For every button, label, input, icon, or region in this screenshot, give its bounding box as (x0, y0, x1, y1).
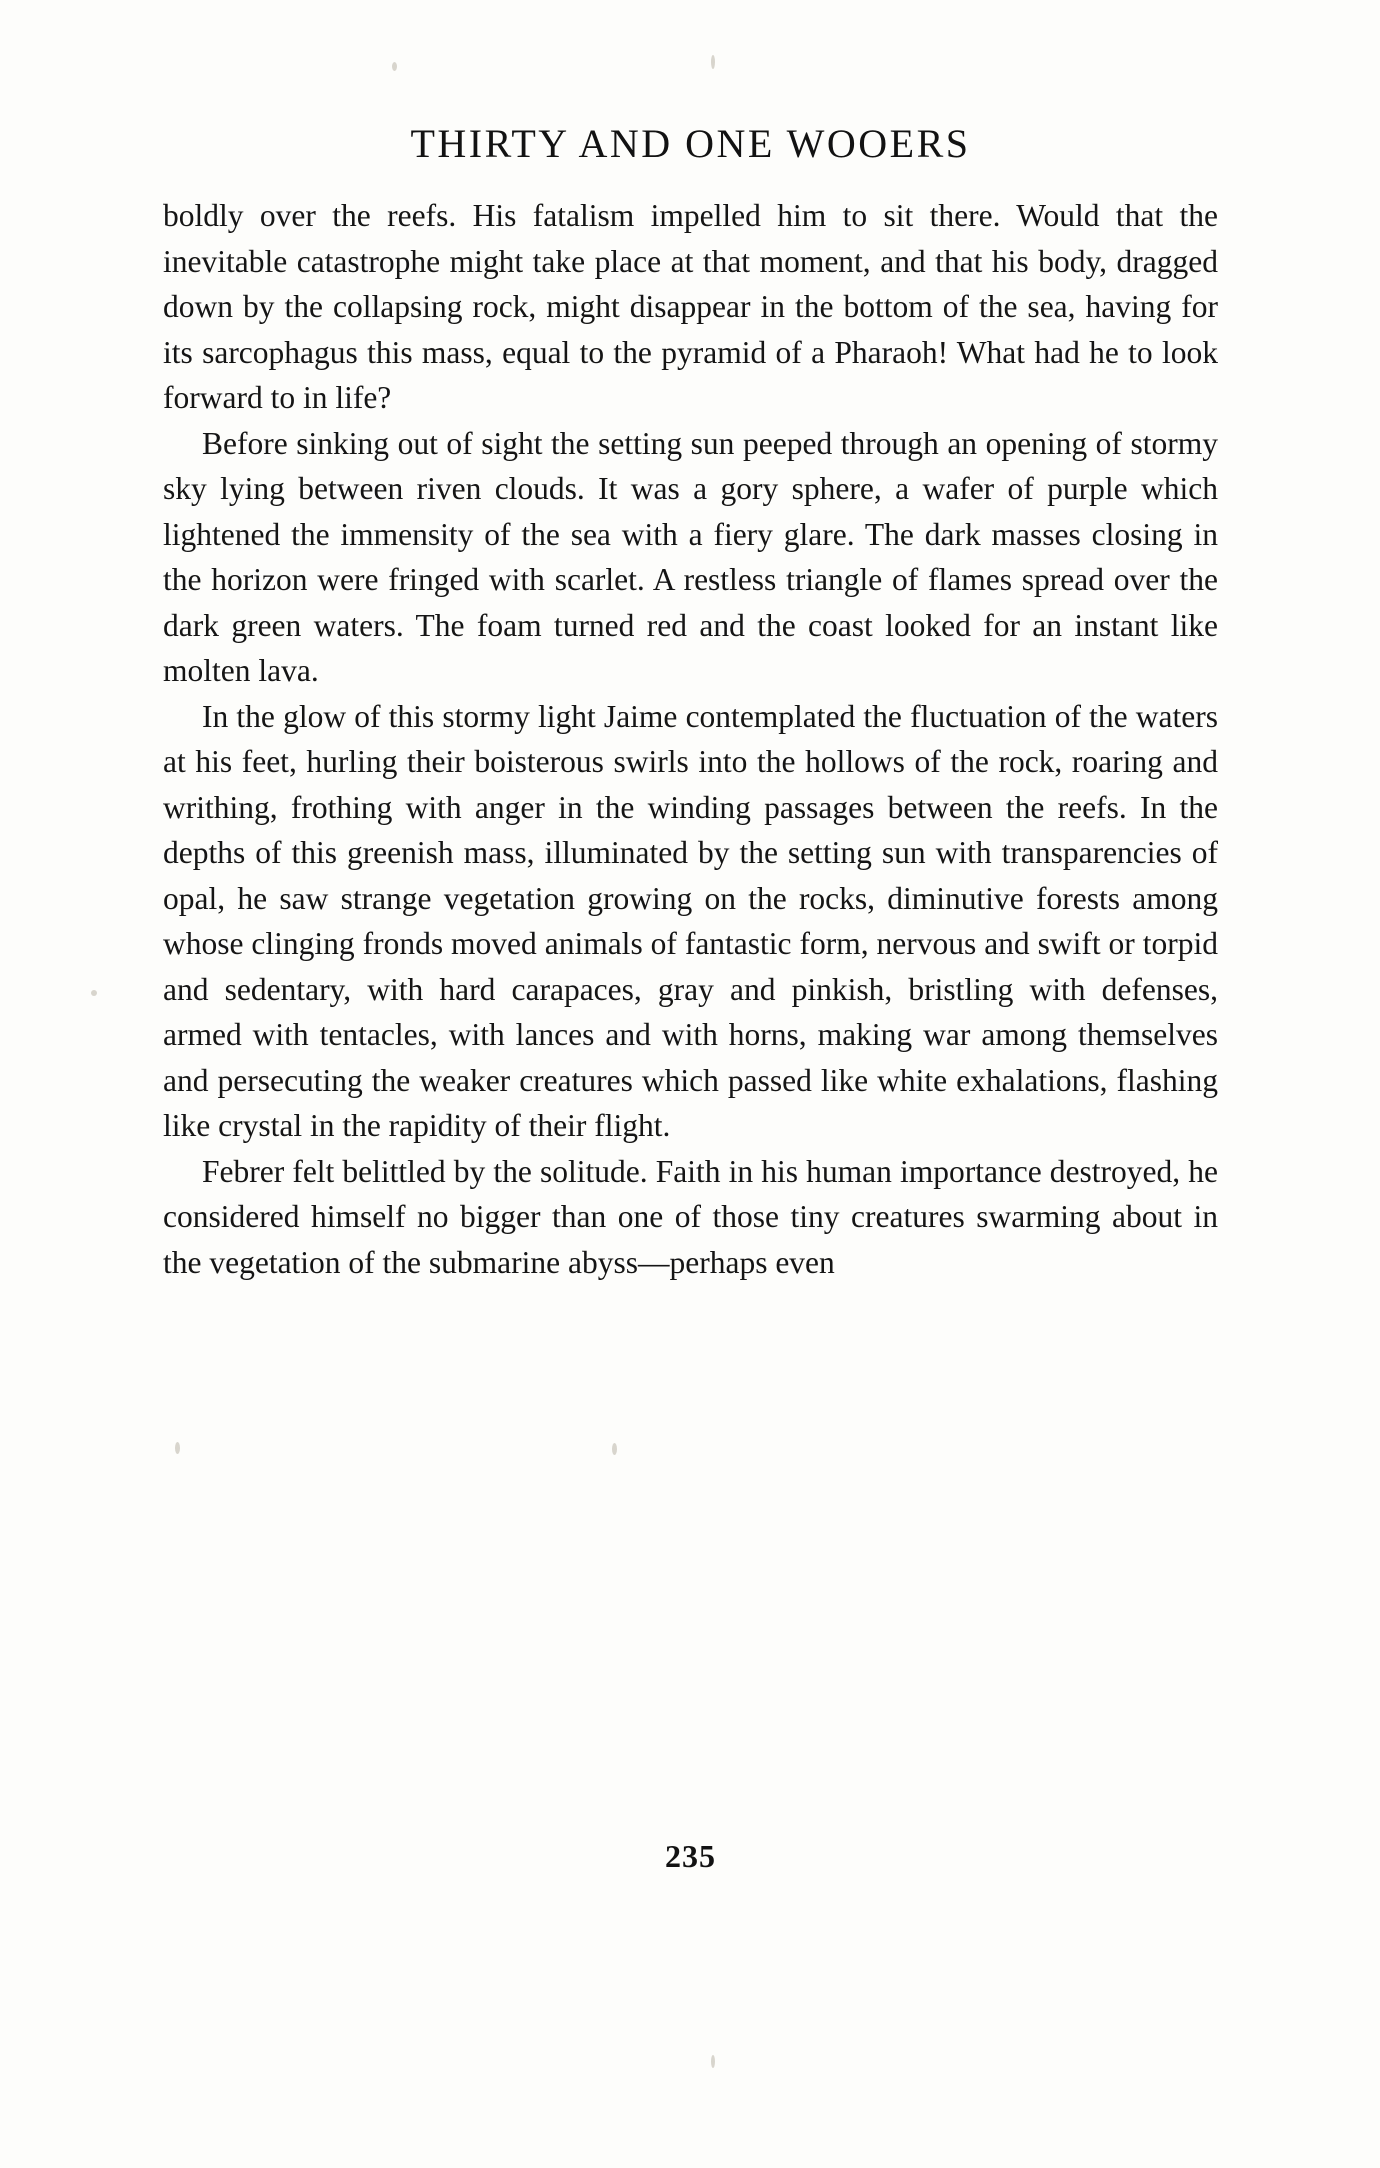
paragraph: Before sinking out of sight the setting sun peeped through an opening of stormy sky lying between riven clouds. It was a gory sphere, a wafer of purple which lightened the immensity of the sea with a fiery glare. The dark masses closing in the horizon were fringed with scarlet. A restless triangle of flames spread over the dark green waters. The foam turned red and the coast looked for an instant like molten lava. (163, 425, 1218, 688)
page-content (163, 120, 1218, 1874)
scan-speck (392, 62, 397, 71)
scan-speck (612, 1443, 617, 1455)
scan-speck (711, 55, 715, 69)
page-number: 235 (665, 1838, 716, 1874)
paragraph: Febrer felt belittled by the solitude. Faith in his human importance destroyed, he considered himself no bigger than one of those tiny creatures swarming about in the vegetation of the submarine abyss—perhaps even (163, 1153, 1218, 1280)
page-title: THIRTY AND ONE WOOERS (410, 121, 971, 166)
scan-speck (175, 1442, 180, 1454)
scan-speck (711, 2055, 715, 2068)
paragraph: boldly over the reefs. His fatalism impelled him to sit there. Would that the inevitable catastrophe might take place at that moment, and that his body, dragged down by the collapsing rock, might disappear in the bottom of the sea, having for its sarcophagus this mass, equal to the pyramid of a Pharaoh! What had he to look forward to in life? (163, 198, 1218, 415)
body-text (163, 193, 1218, 1285)
scan-speck (91, 990, 97, 996)
paragraph: In the glow of this stormy light Jaime contemplated the fluctuation of the waters at his feet, hurling their boisterous swirls into the hollows of the rock, roaring and writhing, frothing with anger in the winding passages between the reefs. In the depths of this greenish mass, illuminated by the setting sun with transparencies of opal, he saw strange vegetation growing on the rocks, diminutive forests among whose clinging fronds moved animals of fantastic form, nervous and swift or torpid and sedentary, with hard carapaces, gray and pinkish, bristling with defenses, armed with tentacles, with lances and with horns, making war among themselves and persecuting the weaker creatures which passed like white exhalations, flashing like crystal in the rapidity of their flight. (163, 698, 1218, 1143)
